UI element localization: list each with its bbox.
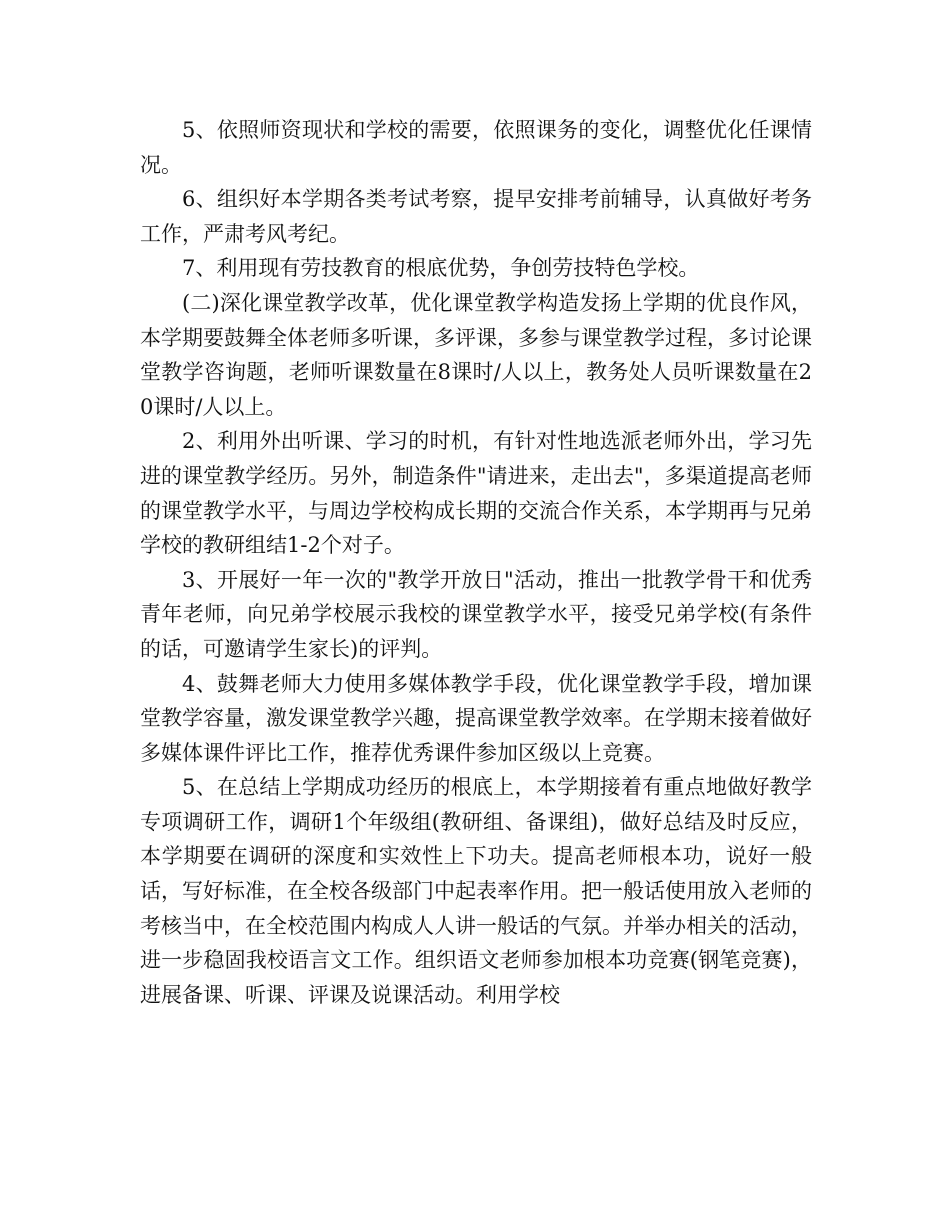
paragraph-item-5: 5、依照师资现状和学校的需要，依照课务的变化，调整优化任课情况。 (140, 118, 812, 177)
paragraph-item-3: 3、开展好一年一次的"教学开放日"活动，推出一批教学骨干和优秀青年老师，向兄弟学校展示我校的课堂教学水平，接受兄弟学校(有条件的话，可邀请学生家长)的评判。 (140, 567, 812, 661)
section-paragraph-2: (二)深化课堂教学改革，优化课堂教学构造发扬上学期的优良作风，本学期要鼓舞全体老师多听课，多评课，多参与课堂教学过程，多讨论课堂教学咨询题，老师听课数量在8课时/人以上，教务处人员听课数量在20课时/人以上。 (140, 290, 812, 419)
paragraph-item-6: 6、组织好本学期各类考试考察，提早安排考前辅导，认真做好考务工作，严肃考风考纪。 (140, 187, 812, 246)
paragraph-item-2: 2、利用外出听课、学习的时机，有针对性地选派老师外出，学习先进的课堂教学经历。另外，制造条件"请进来，走出去"，多渠道提高老师的课堂教学水平，与周边学校构成长期的交流合作关系，本学期再与兄弟学校的教研组结1-2个对子。 (140, 429, 812, 558)
paragraph-item-5b: 5、在总结上学期成功经历的根底上，本学期接着有重点地做好教学专项调研工作，调研1个年级组(教研组、备课组)，做好总结及时反应，本学期要在调研的深度和实效性上下功夫。提高老师根本功，说好一般话，写好标准，在全校各级部门中起表率作用。把一般话使用放入老师的考核当中，在全校范围内构成人人讲一般话的气氛。并举办相关的活动，进一步稳固我校语言文工作。组织语文老师参加根本功竞赛(钢笔竞赛)，进展备课、听课、评课及说课活动。利用学校 (140, 775, 812, 1007)
paragraph-item-4: 4、鼓舞老师大力使用多媒体教学手段，优化课堂教学手段，增加课堂教学容量，激发课堂教学兴趣，提高课堂教学效率。在学期末接着做好多媒体课件评比工作，推荐优秀课件参加区级以上竞赛。 (140, 671, 812, 765)
paragraph-item-7: 7、利用现有劳技教育的根底优势，争创劳技特色学校。 (182, 256, 700, 281)
document-body (140, 113, 812, 1012)
